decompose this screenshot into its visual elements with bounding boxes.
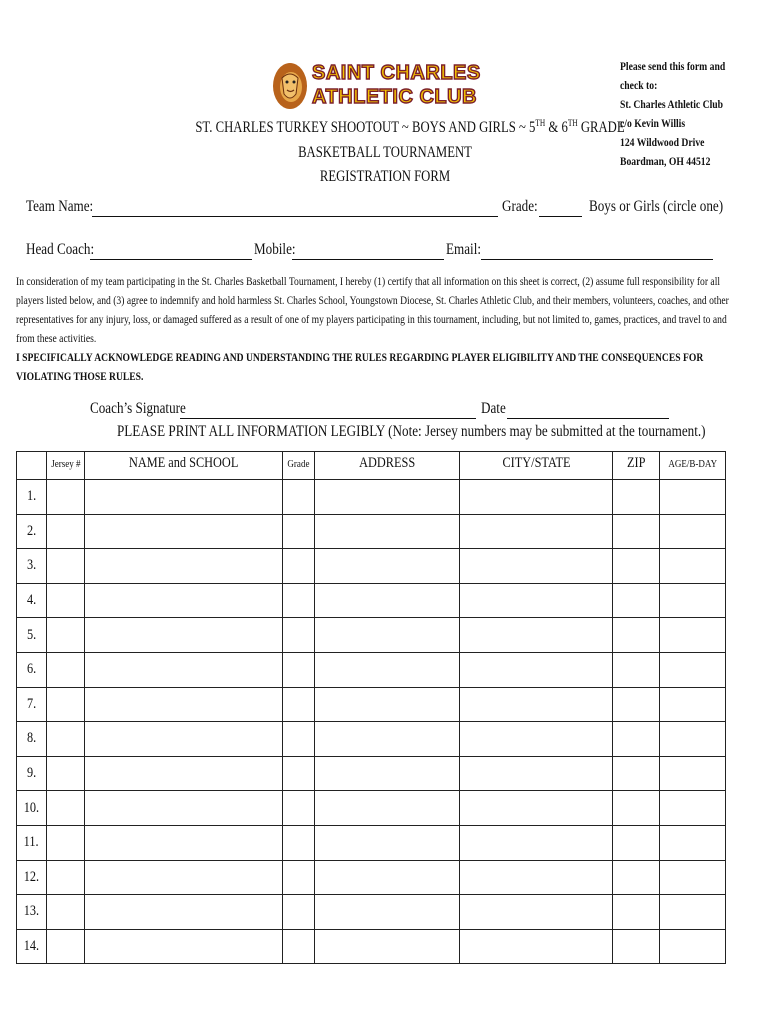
age-bday-cell[interactable]	[660, 895, 726, 930]
row-number: 6.	[17, 652, 47, 687]
name-school-cell[interactable]	[85, 722, 283, 757]
date-field[interactable]	[507, 418, 669, 419]
form-title: ST. CHARLES TURKEY SHOOTOUT ~ BOYS AND GIRLS ~ 5TH & 6TH GRADE	[195, 118, 625, 137]
age-bday-cell[interactable]	[660, 652, 726, 687]
grade-cell[interactable]	[283, 687, 315, 722]
zip-cell[interactable]	[613, 860, 660, 895]
col-header-number	[17, 452, 47, 480]
address-attn: c/o Kevin Willis	[620, 118, 686, 130]
name-school-cell[interactable]	[85, 929, 283, 964]
jersey-cell[interactable]	[47, 791, 85, 826]
city-state-cell[interactable]	[460, 791, 613, 826]
grade-cell[interactable]	[283, 652, 315, 687]
grade-label: Grade:	[502, 198, 538, 215]
zip-cell[interactable]	[613, 549, 660, 584]
grade-cell[interactable]	[283, 825, 315, 860]
grade-cell[interactable]	[283, 791, 315, 826]
age-bday-cell[interactable]	[660, 687, 726, 722]
city-state-cell[interactable]	[460, 687, 613, 722]
table-row	[17, 929, 726, 964]
email-label: Email:	[446, 241, 481, 258]
city-state-cell[interactable]	[460, 895, 613, 930]
grade-cell[interactable]	[283, 929, 315, 964]
row-number: 11.	[17, 825, 47, 860]
age-bday-cell[interactable]	[660, 549, 726, 584]
city-state-cell[interactable]	[460, 756, 613, 791]
address-org: St. Charles Athletic Club	[620, 99, 724, 111]
jersey-cell[interactable]	[47, 514, 85, 549]
address-cell[interactable]	[315, 791, 460, 826]
row-number: 8.	[17, 722, 47, 757]
age-bday-cell[interactable]	[660, 583, 726, 618]
name-school-cell[interactable]	[85, 756, 283, 791]
row-number: 5.	[17, 618, 47, 653]
table-row	[17, 549, 726, 584]
city-state-cell[interactable]	[460, 514, 613, 549]
waiver-line: players listed below, and (3) agree to indemnify and hold harmless St. Charles School, Youngstown Diocese, St. Charles Athletic Club, and their members, volunteers, coaches, and other	[16, 293, 729, 307]
jersey-cell[interactable]	[47, 618, 85, 653]
name-school-cell[interactable]	[85, 860, 283, 895]
gender-choice[interactable]: Boys or Girls (circle one)	[589, 198, 724, 215]
waiver-line: representatives for any injury, loss, or damaged suffered as a result of one of my players participating in this tournament, including, but not limited to, games, practices, and travel to and	[16, 312, 727, 326]
name-school-cell[interactable]	[85, 895, 283, 930]
form-type: REGISTRATION FORM	[319, 168, 451, 185]
team-name-field[interactable]	[92, 216, 498, 217]
jersey-cell[interactable]	[47, 583, 85, 618]
grade-cell[interactable]	[283, 514, 315, 549]
lion-mascot-icon	[270, 60, 310, 112]
row-number: 7.	[17, 687, 47, 722]
jersey-cell[interactable]	[47, 860, 85, 895]
city-state-cell[interactable]	[460, 549, 613, 584]
age-bday-cell[interactable]	[660, 860, 726, 895]
city-state-cell[interactable]	[460, 652, 613, 687]
table-row	[17, 791, 726, 826]
table-row	[17, 722, 726, 757]
zip-cell[interactable]	[613, 895, 660, 930]
zip-cell[interactable]	[613, 687, 660, 722]
email-field[interactable]	[481, 259, 713, 260]
grade-cell[interactable]	[283, 895, 315, 930]
zip-cell[interactable]	[613, 825, 660, 860]
zip-cell[interactable]	[613, 514, 660, 549]
col-header-jersey: Jersey #	[47, 452, 85, 480]
zip-cell[interactable]	[613, 583, 660, 618]
jersey-cell[interactable]	[47, 687, 85, 722]
grade-cell[interactable]	[283, 618, 315, 653]
city-state-cell[interactable]	[460, 860, 613, 895]
row-number: 2.	[17, 514, 47, 549]
jersey-cell[interactable]	[47, 929, 85, 964]
city-state-cell[interactable]	[460, 722, 613, 757]
jersey-cell[interactable]	[47, 895, 85, 930]
col-header-age-bday: AGE/B-DAY	[660, 452, 726, 480]
age-bday-cell[interactable]	[660, 514, 726, 549]
address-street: 124 Wildwood Drive	[620, 137, 705, 149]
col-header-address: ADDRESS	[315, 452, 460, 480]
grade-cell[interactable]	[283, 756, 315, 791]
city-state-cell[interactable]	[460, 618, 613, 653]
jersey-cell[interactable]	[47, 722, 85, 757]
city-state-cell[interactable]	[460, 929, 613, 964]
table-row	[17, 825, 726, 860]
logo-text-line1: SAINT CHARLES	[312, 62, 481, 84]
coach-signature-label: Coach’s Signature	[90, 400, 186, 417]
zip-cell[interactable]	[613, 756, 660, 791]
grade-cell[interactable]	[283, 480, 315, 515]
grade-cell[interactable]	[283, 860, 315, 895]
zip-cell[interactable]	[613, 929, 660, 964]
coach-signature-field[interactable]	[180, 418, 476, 419]
table-header-row	[17, 452, 726, 480]
col-header-grade: Grade	[283, 452, 315, 480]
city-state-cell[interactable]	[460, 825, 613, 860]
address-cell[interactable]	[315, 652, 460, 687]
jersey-cell[interactable]	[47, 652, 85, 687]
mobile-field[interactable]	[292, 259, 444, 260]
address-cell[interactable]	[315, 549, 460, 584]
address-cell[interactable]	[315, 722, 460, 757]
player-roster-table	[16, 451, 726, 964]
table-row	[17, 583, 726, 618]
col-header-name: NAME and SCHOOL	[85, 452, 283, 480]
mobile-label: Mobile:	[254, 241, 296, 258]
name-school-cell[interactable]	[85, 791, 283, 826]
waiver-line: In consideration of my team participating in the St. Charles Basketball Tournament, I hereby (1) certify that all information on this sheet is correct, (2) assume full responsibility for all	[16, 274, 721, 288]
jersey-cell[interactable]	[47, 549, 85, 584]
row-number: 3.	[17, 549, 47, 584]
acknowledgement-line: VIOLATING THOSE RULES.	[16, 369, 144, 383]
table-row	[17, 860, 726, 895]
table-row	[17, 480, 726, 515]
address-cell[interactable]	[315, 618, 460, 653]
city-state-cell[interactable]	[460, 583, 613, 618]
zip-cell[interactable]	[613, 722, 660, 757]
grade-cell[interactable]	[283, 722, 315, 757]
age-bday-cell[interactable]	[660, 480, 726, 515]
send-instruction-line2: check to:	[620, 80, 658, 92]
age-bday-cell[interactable]	[660, 929, 726, 964]
table-row	[17, 895, 726, 930]
row-number: 9.	[17, 756, 47, 791]
address-cell[interactable]	[315, 756, 460, 791]
name-school-cell[interactable]	[85, 480, 283, 515]
address-cell[interactable]	[315, 825, 460, 860]
acknowledgement-line: I SPECIFICALLY ACKNOWLEDGE READING AND UNDERSTANDING THE RULES REGARDING PLAYER ELIGIBILITY AND THE CONSEQUENCES FOR	[16, 350, 704, 364]
age-bday-cell[interactable]	[660, 722, 726, 757]
address-cell[interactable]	[315, 895, 460, 930]
city-state-cell[interactable]	[460, 480, 613, 515]
send-instruction-line1: Please send this form and	[620, 61, 726, 73]
grade-cell[interactable]	[283, 583, 315, 618]
table-row	[17, 687, 726, 722]
form-subtitle: BASKETBALL TOURNAMENT	[298, 144, 472, 161]
zip-cell[interactable]	[613, 791, 660, 826]
jersey-cell[interactable]	[47, 756, 85, 791]
head-coach-label: Head Coach:	[26, 241, 95, 258]
name-school-cell[interactable]	[85, 514, 283, 549]
address-cell[interactable]	[315, 687, 460, 722]
age-bday-cell[interactable]	[660, 618, 726, 653]
row-number: 13.	[17, 895, 47, 930]
print-note: PLEASE PRINT ALL INFORMATION LEGIBLY (Note: Jersey numbers may be submitted at the tournament.)	[117, 423, 706, 440]
age-bday-cell[interactable]	[660, 791, 726, 826]
jersey-cell[interactable]	[47, 480, 85, 515]
logo-text-line2: ATHLETIC CLUB	[312, 86, 477, 108]
address-cell[interactable]	[315, 480, 460, 515]
name-school-cell[interactable]	[85, 618, 283, 653]
name-school-cell[interactable]	[85, 825, 283, 860]
age-bday-cell[interactable]	[660, 756, 726, 791]
table-row	[17, 618, 726, 653]
address-cell[interactable]	[315, 514, 460, 549]
waiver-line: from these activities.	[16, 331, 97, 345]
table-row	[17, 514, 726, 549]
grade-field[interactable]	[539, 216, 582, 217]
date-label: Date	[481, 400, 506, 417]
zip-cell[interactable]	[613, 652, 660, 687]
zip-cell[interactable]	[613, 618, 660, 653]
row-number: 1.	[17, 480, 47, 515]
address-cell[interactable]	[315, 583, 460, 618]
age-bday-cell[interactable]	[660, 825, 726, 860]
address-cell[interactable]	[315, 860, 460, 895]
name-school-cell[interactable]	[85, 549, 283, 584]
row-number: 12.	[17, 860, 47, 895]
table-row	[17, 756, 726, 791]
waiver-text	[16, 272, 736, 386]
name-school-cell[interactable]	[85, 652, 283, 687]
name-school-cell[interactable]	[85, 687, 283, 722]
col-header-zip: ZIP	[613, 452, 660, 480]
grade-cell[interactable]	[283, 549, 315, 584]
zip-cell[interactable]	[613, 480, 660, 515]
address-cell[interactable]	[315, 929, 460, 964]
jersey-cell[interactable]	[47, 825, 85, 860]
row-number: 14.	[17, 929, 47, 964]
table-row	[17, 652, 726, 687]
head-coach-field[interactable]	[90, 259, 252, 260]
row-number: 4.	[17, 583, 47, 618]
team-name-label: Team Name:	[26, 198, 94, 215]
mailing-address	[620, 58, 745, 172]
name-school-cell[interactable]	[85, 583, 283, 618]
row-number: 10.	[17, 791, 47, 826]
col-header-city-state: CITY/STATE	[460, 452, 613, 480]
address-city: Boardman, OH 44512	[620, 156, 711, 168]
